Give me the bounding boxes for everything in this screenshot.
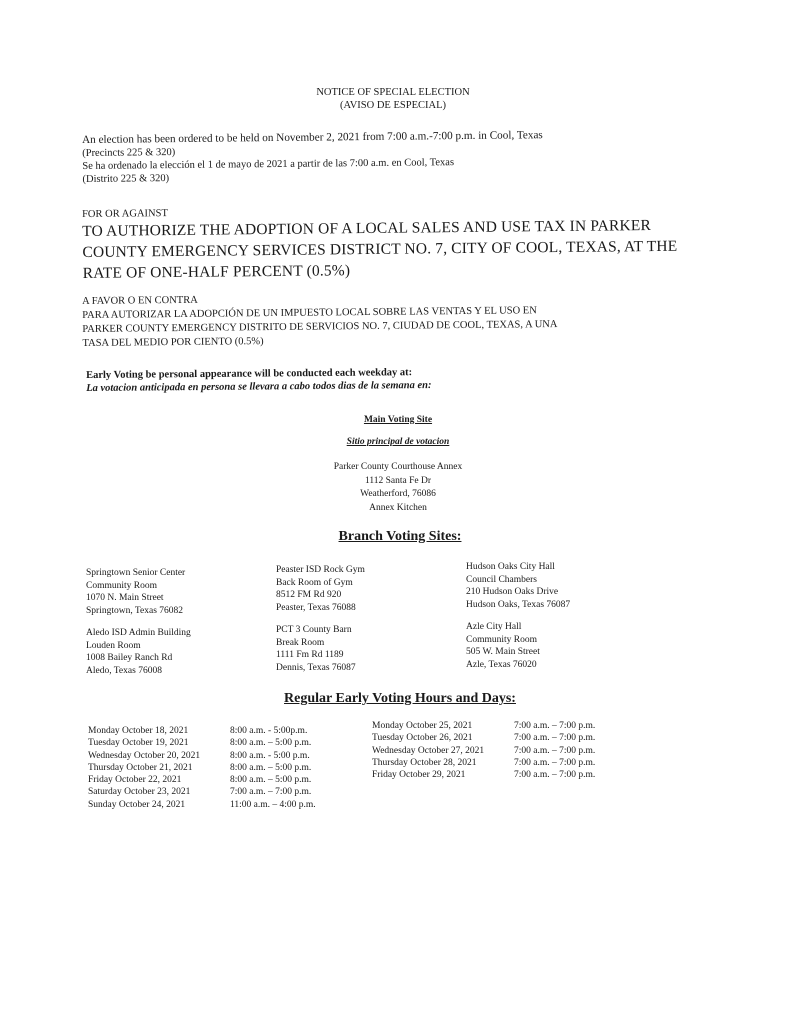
proposition-es-label: A FAVOR O EN CONTRA (82, 294, 198, 307)
hours-day: Wednesday October 20, 2021 (88, 750, 201, 761)
hours-row (372, 769, 595, 781)
branch-site-name: Hudson Oaks City Hall (466, 562, 555, 572)
hours-row (88, 774, 316, 786)
proposition-en-line1: TO AUTHORIZE THE ADOPTION OF A LOCAL SALES AND USE TAX IN PARKER (82, 217, 652, 240)
intro-es-line1: Se ha ordenado la elección el 1 de mayo de 2021 a partir de las 7:00 a.m. en Cool, Texas (82, 157, 455, 172)
branch-sites-heading: Branch Voting Sites: (338, 529, 462, 544)
branch-site-city: Aledo, Texas 76008 (86, 665, 162, 676)
early-voting-heading-en: Early Voting be personal appearance will be conducted each weekday at: (86, 367, 413, 381)
hours-day: Tuesday October 19, 2021 (88, 738, 189, 749)
branch-site-room: Back Room of Gym (276, 577, 353, 588)
hours-row (372, 732, 595, 744)
early-voting-heading-es: La votacion anticipada en persona se llevara a cabo todos dias de la semana en: (86, 379, 432, 394)
branch-site-city: Hudson Oaks, Texas 76087 (466, 599, 571, 610)
branch-site-city: Dennis, Texas 76087 (276, 662, 356, 673)
branch-site-city: Springtown, Texas 76082 (86, 605, 184, 616)
branch-site-street: 505 W. Main Street (466, 647, 540, 657)
main-site-line: 1112 Santa Fe Dr (364, 475, 432, 486)
branch-site-street: 1008 Bailey Ranch Rd (86, 653, 173, 663)
branch-site-name: Aledo ISD Admin Building (86, 628, 191, 638)
proposition-en (82, 202, 678, 284)
proposition-es-line3: TASA DEL MEDIO POR CIENTO (0.5%) (82, 336, 264, 349)
hours-week2 (372, 720, 595, 781)
hours-row (88, 786, 316, 798)
hours-week1 (88, 725, 316, 811)
branch-site (276, 564, 365, 614)
branch-site-name: Springtown Senior Center (86, 568, 186, 578)
notice-title-block (0, 86, 786, 112)
branch-site-room: Council Chambers (466, 574, 537, 585)
proposition-en-line2: COUNTY EMERGENCY SERVICES DISTRICT NO. 7, CITY OF COOL, TEXAS, AT THE (82, 237, 678, 261)
hours-time: 7:00 a.m. – 7:00 p.m. (514, 770, 596, 781)
branch-site-name: PCT 3 County Barn (276, 625, 352, 635)
branch-site-street: 1111 Fm Rd 1189 (276, 650, 344, 660)
hours-row (372, 757, 595, 769)
hours-time: 11:00 a.m. – 4:00 p.m. (230, 799, 316, 810)
hours-day: Monday October 25, 2021 (372, 721, 473, 731)
hours-row (88, 799, 316, 811)
hours-row (372, 745, 595, 757)
hours-heading: Regular Early Voting Hours and Days: (284, 691, 516, 706)
main-site-address (280, 461, 516, 515)
branch-site (466, 621, 540, 671)
intro-en-line2: (Precincts 225 & 320) (82, 147, 176, 159)
main-site-line: Annex Kitchen (369, 502, 427, 513)
branch-site-street: 1070 N. Main Street (86, 593, 164, 603)
hours-time: 8:00 a.m. - 5:00p.m. (230, 726, 308, 736)
hours-day: Thursday October 21, 2021 (88, 762, 193, 773)
hours-day: Monday October 18, 2021 (88, 726, 189, 736)
branch-site-city: Azle, Texas 76020 (466, 659, 537, 670)
intro-en-line1: An election has been ordered to be held on November 2, 2021 from 7:00 a.m.-7:00 p.m. in Cool, Texas (82, 129, 543, 146)
main-site-heading-es: Sitio principal de votacion (346, 437, 450, 447)
proposition-es-line1: PARA AUTORIZAR LA ADOPCIÓN DE UN IMPUESTO LOCAL SOBRE LAS VENTAS Y EL USO EN (82, 305, 537, 321)
main-site-line: Weatherford, 76086 (360, 489, 436, 499)
main-site-line: Parker County Courthouse Annex (333, 462, 463, 472)
hours-time: 7:00 a.m. – 7:00 p.m. (514, 733, 596, 744)
hours-day: Friday October 29, 2021 (372, 770, 466, 781)
branch-site (86, 567, 185, 617)
hours-day: Friday October 22, 2021 (88, 775, 182, 786)
hours-row (372, 720, 595, 732)
branch-site-room: Break Room (276, 637, 325, 648)
hours-time: 8:00 a.m. – 5:00 p.m. (230, 762, 312, 773)
hours-day: Wednesday October 27, 2021 (372, 745, 485, 756)
hours-day: Thursday October 28, 2021 (372, 757, 477, 768)
proposition-en-label: FOR OR AGAINST (82, 208, 168, 220)
hours-row (88, 762, 316, 774)
notice-subtitle: (AVISO DE ESPECIAL) (340, 100, 446, 111)
early-voting-heading (86, 366, 432, 395)
hours-row (88, 750, 316, 762)
intro-block (82, 129, 543, 186)
proposition-es (82, 290, 558, 351)
branch-site-city: Peaster, Texas 76088 (276, 602, 356, 613)
hours-day: Sunday October 24, 2021 (88, 799, 186, 810)
hours-time: 7:00 a.m. – 7:00 p.m. (514, 721, 596, 731)
branch-site-name: Peaster ISD Rock Gym (276, 565, 365, 575)
branch-site-name: Azle City Hall (466, 622, 522, 632)
branch-site-room: Louden Room (86, 640, 141, 651)
proposition-es-line2: PARKER COUNTY EMERGENCY DISTRITO DE SERVICIOS NO. 7, CIUDAD DE COOL, TEXAS, A UNA (82, 319, 558, 335)
proposition-en-line3: RATE OF ONE-HALF PERCENT (0.5%) (82, 262, 351, 282)
branch-site (86, 627, 191, 677)
hours-time: 7:00 a.m. – 7:00 p.m. (230, 787, 312, 798)
hours-day: Saturday October 23, 2021 (88, 787, 191, 798)
main-site-heading: Main Voting Site (363, 415, 433, 425)
hours-time: 8:00 a.m. – 5:00 p.m. (230, 775, 312, 786)
hours-time: 8:00 a.m. - 5:00 p.m. (230, 750, 310, 761)
hours-day: Tuesday October 26, 2021 (372, 733, 473, 744)
notice-title: NOTICE OF SPECIAL ELECTION (316, 87, 470, 98)
branch-site-street: 8512 FM Rd 920 (276, 590, 342, 600)
hours-time: 7:00 a.m. – 7:00 p.m. (514, 757, 596, 768)
hours-row (88, 737, 316, 749)
intro-es-line2: (Distrito 225 & 320) (82, 173, 170, 185)
branch-site (466, 561, 570, 611)
branch-site (276, 624, 356, 674)
branch-site-street: 210 Hudson Oaks Drive (466, 587, 559, 597)
hours-row (88, 725, 316, 737)
hours-time: 7:00 a.m. – 7:00 p.m. (514, 745, 596, 756)
branch-site-room: Community Room (86, 580, 157, 591)
hours-time: 8:00 a.m. – 5:00 p.m. (230, 738, 312, 749)
branch-site-room: Community Room (466, 634, 537, 645)
